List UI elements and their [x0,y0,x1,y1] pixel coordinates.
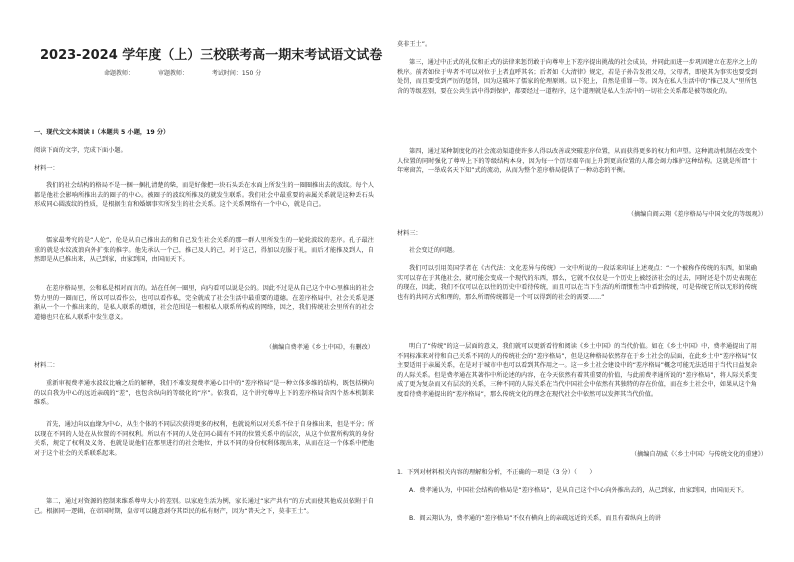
right-column [397,0,794,562]
paragraph-2: 儒家最考究的是“人伦”，伦是从自己推出去的和自己发生社会关系的那一群人里所发生的一轮轮波纹的差序。孔子最注重的就是水纹波浪向外扩张的推字。他先承认一个己，推己及人的己，对于这己，得加以克服于礼，而后才能推及到人，自然即是从已推出来，从己到家，由家到国，由国而天下。 [34,237,374,264]
exam-title: 2023-2024 学年度（上）三校联考高一期末考试语文试卷 [40,48,383,63]
paragraph-6: 第二，通过对资源的控制来维系尊卑大小的差别。以家庭生活为例，家长通过“家产共有”的方式而使其他成员依附于自己。根据同一逻辑，在帝国时期，皇帝可以随意剥夺其臣民的私有财产，因为“普天之下，莫非王土”。 [34,498,374,515]
material-3-label: 材料三： [397,230,422,237]
paragraph-1: 我们的社会结构的格局不是一捆一捆扎清楚的柴，而是好像把一块石头丢在水面上所发生的一圈圈推出去的波纹。每个人都是他社会影响所推出去的圈子的中心。被圈子的波纹所推及的就发生联系。我们社会中最重要的亲属关系就是这种丢石头形成同心圆波纹的性质，是根据生育和婚姻事实所发生的社会关系。这个关系网络有一个中心，就是自己。 [34,182,374,209]
instruction-text: 阅读下面的文字，完成下面小题。 [34,147,127,154]
paragraph-10: 我们可以引用美国学者在《古代法：文化差异与传统》一文中所说的一段话来印证上述观点：“一个被称作传统的东西，如果确实可以存在于其他社会，就可能会变成一个现代的东西，那么，它就不仅仅是一个历史上被经济社会的过去，同时还是个历史表现在的现在，因此，我们不仅可以在以往的历史中看待传统，而且可以在当下生活的所谓惯性当中看到传统，可是传统它所以无形的传统也有的共同方式和理的，那么所谓传统都是一个可以得到的社会的需要……” [397,265,757,301]
option-b: B．阎云翔认为，费孝通的“差序格局”不仅有横向上的亲疏远近的关系，而且有着纵向上的讲 [409,515,661,522]
option-a: A．费孝通认为，中国社会结构的格局是“差序格局”，是从自己这个中心向外推出去的，从己到家，由家到国，由国而天下。 [409,487,748,494]
source-1: （摘编自费孝通《乡土中国》，有删改） [265,344,374,351]
source-2: （摘编自阎云翔《差序格局与中国文化的等级观》） [627,211,767,218]
material-2-label: 材料二： [34,362,59,369]
proposer-label: 命题教师： [104,70,135,77]
paragraph-9: 社会变迁的问题。 [409,247,459,254]
paragraph-8: 第四，通过某种制度化的社会流动渠道使许多人得以改善或突破差序位置，从而获得更多的权力和声望。这种流动机制在改变个人位置的同时强化了尊卑上下的等级结构本身，因为每一个历尽艰辛而上升到更高位置的人都会竭力维护这种结构。这就是所谓“十年寒窗苦，一举成名天下知”式的流动，从而为整个差序格局提供了一种动态的平衡。 [397,148,757,175]
paragraph-11: 明白了“传统”的这一层面的意义，我们就可以更新看待和阅读《乡土中国》的当代价值。如在《乡土中国》中，费孝通提出了用不同标准来对待和自己关系不同的人的传统社会的“差序格局”，但是这种格局依然存在于乡土社会的层面，在此乡土中“差序格局”仅主要适用于亲属关系，在是对于城市中也可以看到其作用之一。这一乡土社会建设中的“差序格局”概念可能无法适用于当代日益复杂的人际关系。但是费孝通在其著作中所论述的内容，在今天依然有着其重要的价值，与此前费孝通所说的“差序格局”，将人际关系变成了更为复杂而又有层次的关系，三种不同的人际关系在当代中国社会中依然有其独特的存在价值，而在乡土社会中，如果从这个角度看待费孝通提出的“差序格局”，那么传统文化的理念在现代社会中依然可以发挥其当代价值。 [397,343,757,398]
paragraph-7: 第三，通过中正式的礼仪和正式的法律来惩罚敢于向尊卑上下差序提出挑战的社会成员，并同此而进一步巩固建立在差序之上的秩序。前者如位于卑者不可以对位于上者直呼其名；后者如《大清律》规定，若是子孙告发祖父母，父母者，即使其为事实也要受到处罚，而且要受到严厉的惩罚，因为这破坏了儒家的伦理原则。以下犯上，自然是重罪一等。因为在私人生活中的“推己及人”里所包含的等级差别，要在公共生活中得到保护，都要经过一道程序，这个道理就是私人生活中的一切社会关系都是被等级化的。 [397,59,757,95]
paragraph-7-start: 莫非王土”。 [397,41,432,48]
paragraph-4: 重新审视费孝通水波纹比喻之后的解释，我们不难发现费孝通心目中的“差序格局”是一种立体多维的结构，既包括横向的以自我为中心的远近亲疏的“差”，也包含纵向的等级化的“序”。依我看，这个讲究尊卑上下的差序格局含四个基本机制来维系。 [34,380,374,407]
section-heading: 一、现代文文本阅读 I（本题共 5 小题，19 分） [34,129,170,136]
paragraph-3: 在差序格局里，公和私是相对而言的。站在任何一圈里，向内看可以说是公的。因此不过是从自己这个中心里推出的社会势力里的一圈而已，所以可以看作公，也可以看作私，完全就成了社会生活中最重要的道德。在差序格局中，社会关系是逐渐从一个一个推出来的，是私人联系的增加，社会范围是一根根私人联系所构成的网络，因之，我们传统社会里所有的社会道德也只在私人联系中发生意义。 [34,285,374,321]
reviewer-label: 审题教师： [157,70,188,77]
material-1-label: 材料一： [34,165,59,172]
exam-meta [104,68,283,77]
paragraph-5: 首先，通过向以血缘为中心，从生个体的不同层次获得更多的权利，也就说所以对关系不位于自身推出来，但是平分；所以现在不同的人处在从位置的不同权利。所以有不同的人处在同心圆有不同的位置关系中的层次，从这个位置所构筑的身份关系，规定了权利及义务、也就是说他们在那里进行的社会地位，并以不同的身份权利体现出来，从而在这一个体系中把他对于这个社会的关系联系起来。 [34,421,374,457]
source-3: （摘编自胡威《〈乡土中国〉与传统文化的重建》） [630,451,767,458]
question-1: 1．下列对材料相关内容的理解和分析，不正确的一项是（3 分）（ ） [397,469,596,476]
time-label: 考试时间：150 分 [211,70,262,77]
